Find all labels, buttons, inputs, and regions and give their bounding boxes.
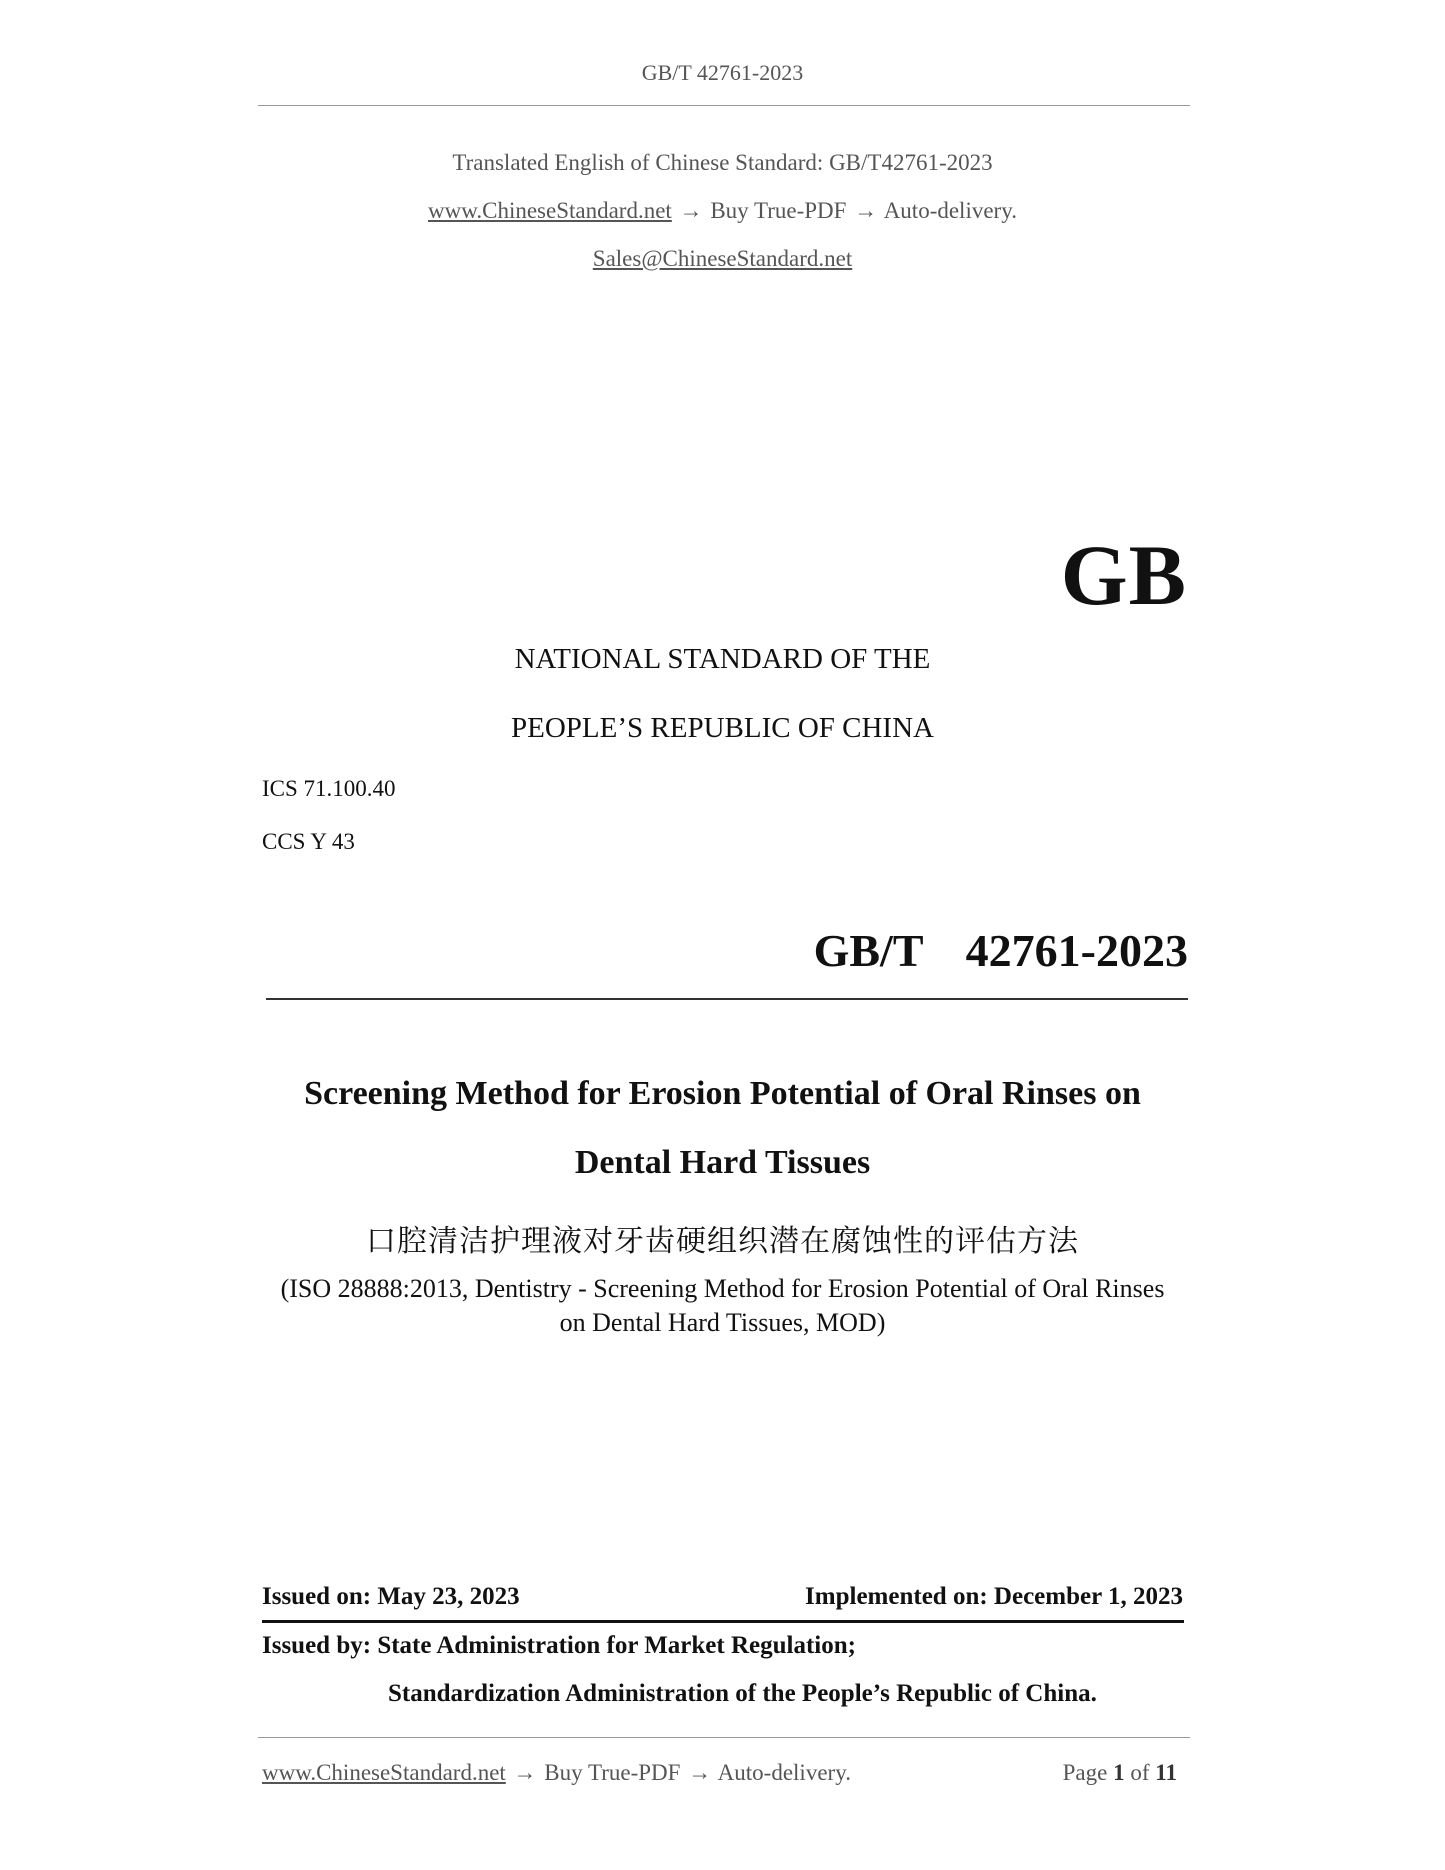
footer-site-link[interactable]: www.ChineseStandard.net	[262, 1760, 506, 1785]
footer-purchase-line	[262, 1760, 851, 1786]
footer-delivery-text: Auto-delivery.	[717, 1760, 851, 1785]
title-chinese: 口腔清洁护理液对牙齿硬组织潜在腐蚀性的评估方法	[366, 1224, 1079, 1259]
purchase-line	[0, 198, 1445, 224]
ics-code: ICS 71.100.40	[262, 776, 396, 801]
site-link[interactable]: www.ChineseStandard.net	[428, 198, 672, 223]
running-header: GB/T 42761-2023	[641, 60, 804, 85]
page-total: 11	[1155, 1760, 1177, 1785]
issuance-divider	[262, 1620, 1184, 1623]
arrow-right-icon: →	[688, 1760, 712, 1785]
delivery-text: Auto-delivery.	[883, 198, 1017, 223]
email-line	[0, 246, 1445, 272]
sales-email-link[interactable]: Sales@ChineseStandard.net	[592, 246, 853, 271]
translation-notice: Translated English of Chinese Standard: GB/T42761-2023	[452, 150, 993, 175]
arrow-right-icon: →	[854, 198, 878, 223]
page-of: of	[1130, 1760, 1150, 1785]
iso-reference-line-2: on Dental Hard Tissues, MOD)	[559, 1308, 886, 1337]
iso-reference-line-1: (ISO 28888:2013, Dentistry - Screening Method for Erosion Potential of Oral Rinses	[280, 1274, 1165, 1303]
header-divider	[258, 105, 1190, 106]
issued-by-line-1: Issued by: State Administration for Market Regulation;	[262, 1632, 856, 1659]
title-english-line-1: Screening Method for Erosion Potential of Oral Rinses on	[304, 1075, 1141, 1112]
issued-by-line-2: Standardization Administration of the People’s Republic of China.	[388, 1680, 1097, 1707]
national-standard-line-1: NATIONAL STANDARD OF THE	[514, 643, 931, 675]
national-standard-line-2: PEOPLE’S REPUBLIC OF CHINA	[511, 712, 934, 744]
issued-on-date: Issued on: May 23, 2023	[262, 1583, 520, 1610]
gb-logo-mark: GB	[1060, 527, 1187, 623]
footer-divider	[258, 1737, 1190, 1738]
page-current: 1	[1113, 1760, 1125, 1785]
ccs-code: CCS Y 43	[262, 829, 355, 854]
buy-text: Buy True-PDF	[710, 198, 847, 223]
arrow-right-icon: →	[679, 198, 703, 223]
footer-buy-text: Buy True-PDF	[544, 1760, 681, 1785]
standard-number: GB/T 42761-2023	[813, 925, 1188, 976]
standard-number-divider	[266, 998, 1188, 1000]
page-label: Page	[1062, 1760, 1108, 1785]
page-indicator	[1063, 1760, 1177, 1786]
title-english-line-2: Dental Hard Tissues	[574, 1144, 871, 1181]
arrow-right-icon: →	[513, 1760, 537, 1785]
implemented-on-date: Implemented on: December 1, 2023	[805, 1583, 1183, 1610]
iso-reference	[0, 1272, 1445, 1340]
